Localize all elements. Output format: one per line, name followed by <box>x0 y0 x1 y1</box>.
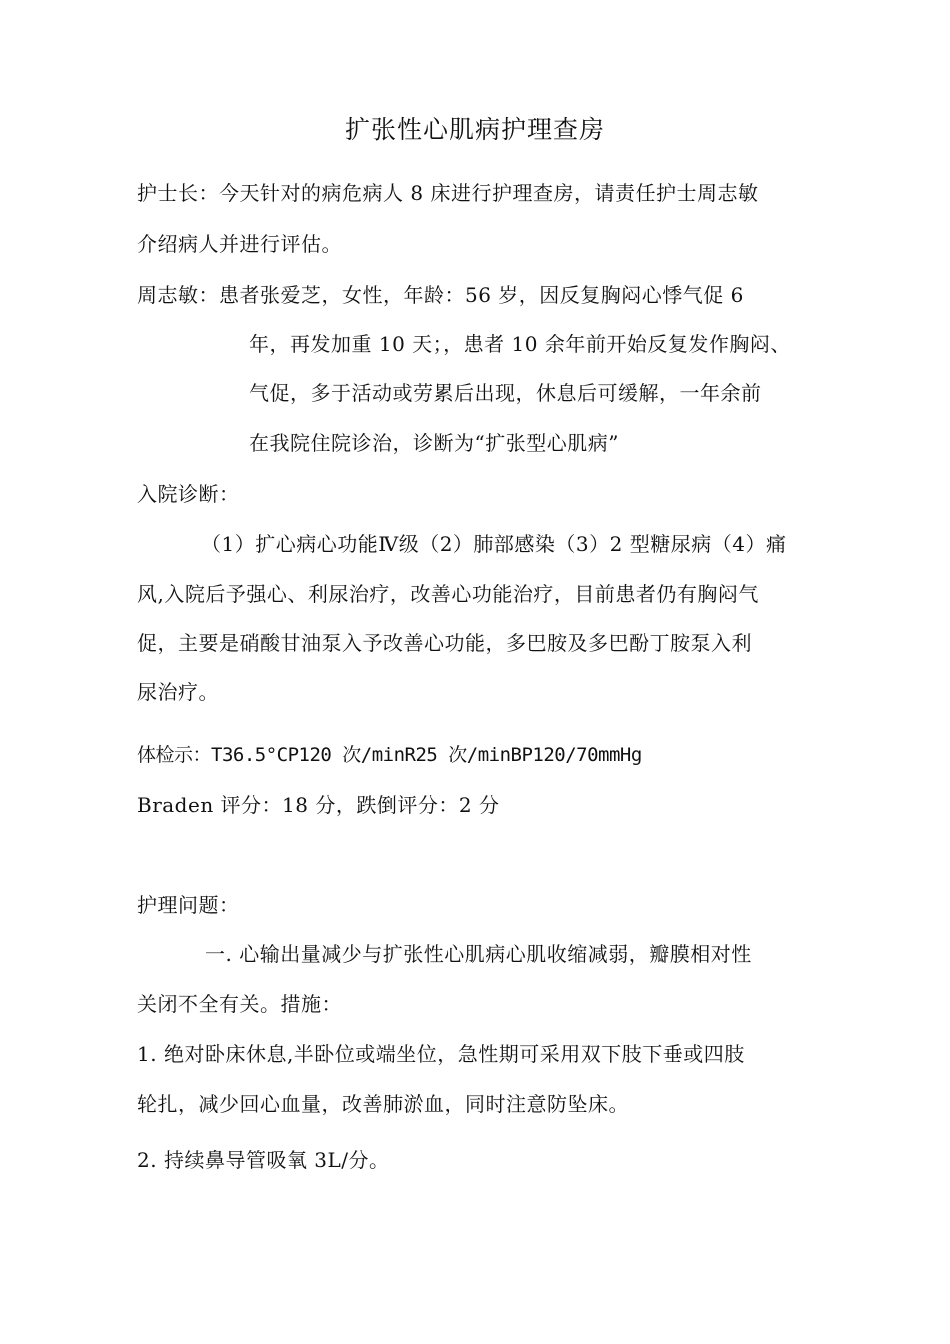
list-item: 1. 绝对卧床休息,半卧位或端坐位，急性期可采用双下肢下垂或四肢 <box>137 1042 745 1066</box>
paragraph-line: 年，再发加重 10 天；，患者 10 余年前开始反复发作胸闷、 <box>249 332 791 356</box>
exam-line: 体检示：T36.5°CP120 次/minR25 次/minBP120/70mmHg <box>137 744 642 766</box>
score-line: Braden 评分：18 分，跌倒评分：2 分 <box>137 793 500 817</box>
paragraph-line: （1）扩心病心功能Ⅳ级（2）肺部感染（3）2 型糖尿病（4）痛 <box>201 532 787 556</box>
section-heading: 入院诊断： <box>137 482 240 506</box>
paragraph-line: 尿治疗。 <box>137 680 219 704</box>
list-item: 2. 持续鼻导管吸氧 3L/分。 <box>137 1148 390 1172</box>
paragraph-line: 护士长：今天针对的病危病人 8 床进行护理查房，请责任护士周志敏 <box>137 181 759 205</box>
list-item: 轮扎，减少回心血量，改善肺淤血，同时注意防坠床。 <box>137 1092 629 1116</box>
paragraph-line: 介绍病人并进行评估。 <box>137 232 342 256</box>
paragraph-line: 周志敏：患者张爱芝，女性，年龄：56 岁，因反复胸闷心悸气促 6 <box>137 283 744 307</box>
paragraph-line: 气促，多于活动或劳累后出现，休息后可缓解，一年余前 <box>249 381 762 405</box>
paragraph-line: 关闭不全有关。措施： <box>137 992 342 1016</box>
paragraph-line: 一. 心输出量减少与扩张性心肌病心肌收缩减弱，瓣膜相对性 <box>205 942 752 966</box>
paragraph-line: 促，主要是硝酸甘油泵入予改善心功能，多巴胺及多巴酚丁胺泵入利 <box>137 631 752 655</box>
section-heading: 护理问题： <box>137 893 240 917</box>
paragraph-line: 在我院住院诊治，诊断为“扩张型心肌病” <box>249 431 619 455</box>
paragraph-line: 风,入院后予强心、利尿治疗，改善心功能治疗，目前患者仍有胸闷气 <box>137 582 759 606</box>
document-title: 扩张性心肌病护理查房 <box>344 115 605 144</box>
